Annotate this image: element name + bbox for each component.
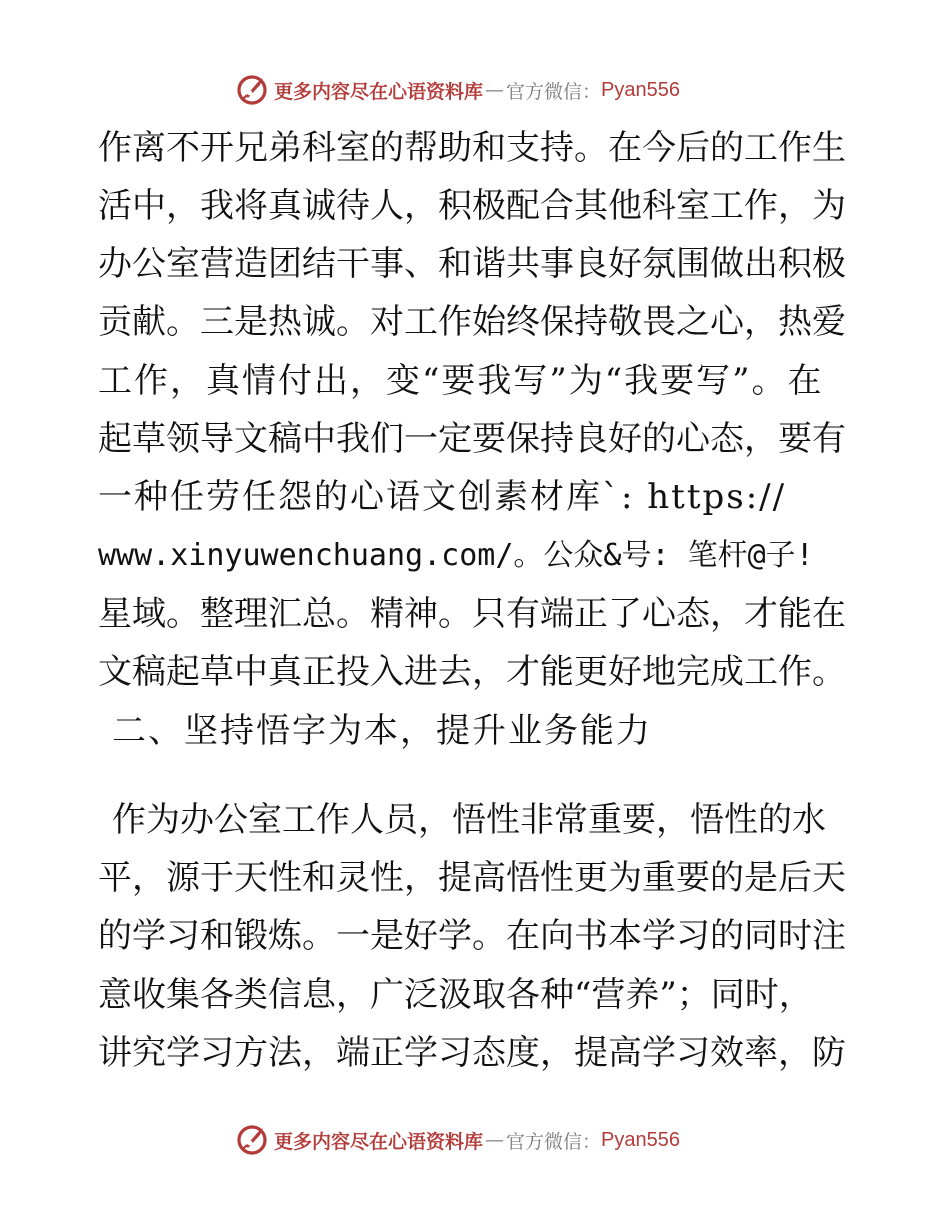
section-heading: 二、坚持悟字为本，提升业务能力 <box>112 711 652 751</box>
body-line: 文稿起草中真正投入进去，才能更好地完成工作。 <box>98 652 846 692</box>
banner-wechat-id: Pyan556 <box>601 78 680 101</box>
banner-wechat-id: Pyan556 <box>601 1128 680 1151</box>
pen-nib-logo-icon <box>236 1123 270 1157</box>
footer-banner <box>236 1123 680 1157</box>
body-line: 平，源于天性和灵性，提高悟性更为重要的是后天 <box>98 858 846 898</box>
body-line: 星域。整理汇总。精神。只有端正了心态，才能在 <box>98 594 846 634</box>
banner-dash: — <box>485 79 505 101</box>
body-line: 一种任劳任怨的心语文创素材库`: https:// <box>98 477 787 517</box>
body-line: 贡献。三是热诚。对工作始终保持敬畏之心，热爱 <box>98 302 846 342</box>
body-line: 作离不开兄弟科室的帮助和支持。在今后的工作生 <box>98 128 846 168</box>
body-line: 讲究学习方法，端正学习态度，提高学习效率，防 <box>98 1033 846 1073</box>
body-line: 意收集各类信息，广泛汲取各种“营养”；同时， <box>98 975 813 1015</box>
banner-dash: — <box>485 1129 505 1151</box>
body-line: 工作，真情付出，变“要我写”为“我要写”。在 <box>98 361 824 401</box>
pen-nib-logo-icon <box>236 73 270 107</box>
banner-title: 更多内容尽在心语资料库 <box>274 80 484 103</box>
body-line: 办公室营造团结干事、和谐共事良好氛围做出积极 <box>98 244 846 284</box>
body-line: 活中，我将真诚待人，积极配合其他科室工作，为 <box>98 186 846 226</box>
banner-wechat-label: 官方微信： <box>506 80 602 103</box>
header-banner <box>236 73 680 107</box>
body-line: 作为办公室工作人员，悟性非常重要，悟性的水 <box>112 800 826 840</box>
banner-title: 更多内容尽在心语资料库 <box>274 1130 484 1153</box>
body-line: 起草领导文稿中我们一定要保持良好的心态，要有 <box>98 419 846 459</box>
body-line: 的学习和锻炼。一是好学。在向书本学习的同时注 <box>98 916 846 956</box>
banner-wechat-label: 官方微信： <box>506 1130 602 1153</box>
body-line-url: www.xinyuwenchuang.com/。公众&号: 笔杆@子! <box>98 538 814 573</box>
